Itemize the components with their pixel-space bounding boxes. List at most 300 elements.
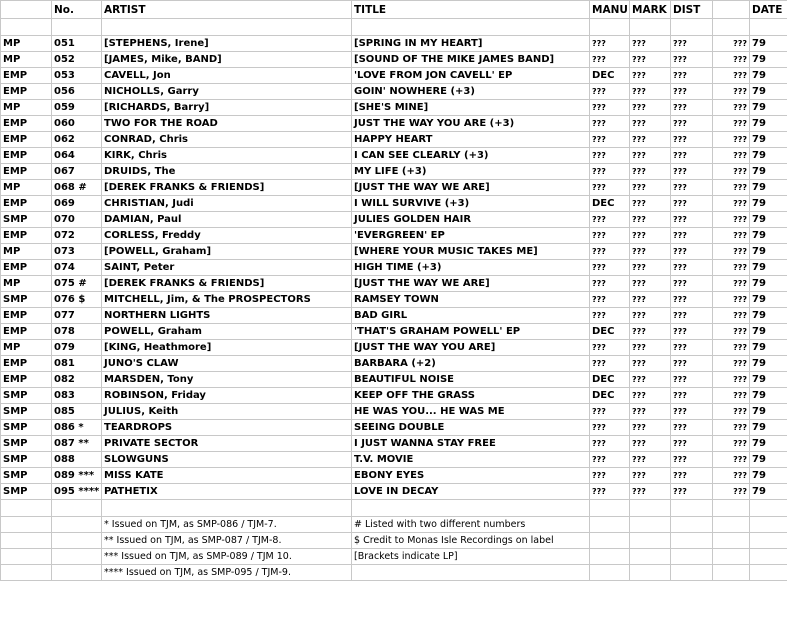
manu-cell[interactable]: ??? — [590, 276, 630, 292]
number-cell[interactable]: 051 — [52, 36, 102, 52]
date-cell[interactable]: 79 — [750, 340, 787, 356]
dist-cell[interactable]: ??? — [671, 324, 713, 340]
number-cell[interactable]: 088 — [52, 452, 102, 468]
title-cell[interactable]: [SPRING IN MY HEART] — [352, 36, 590, 52]
title-cell[interactable]: JULIES GOLDEN HAIR — [352, 212, 590, 228]
empty-cell[interactable] — [590, 549, 630, 565]
mark-cell[interactable]: ??? — [630, 356, 671, 372]
empty-cell[interactable] — [671, 517, 713, 533]
empty-cell[interactable] — [630, 517, 671, 533]
empty-cell[interactable] — [52, 565, 102, 581]
dist-cell[interactable]: ??? — [671, 276, 713, 292]
date-cell[interactable]: 79 — [750, 36, 787, 52]
date-cell[interactable]: 79 — [750, 452, 787, 468]
empty-cell[interactable] — [1, 533, 52, 549]
label-cell[interactable]: MP — [1, 100, 52, 116]
footnote-right[interactable]: $ Credit to Monas Isle Recordings on label — [352, 533, 590, 549]
manu-cell[interactable]: ??? — [590, 420, 630, 436]
empty-cell[interactable] — [590, 19, 630, 36]
title-cell[interactable]: RAMSEY TOWN — [352, 292, 590, 308]
number-cell[interactable]: 074 — [52, 260, 102, 276]
dist-extra-cell[interactable]: ??? — [713, 180, 750, 196]
dist-cell[interactable]: ??? — [671, 132, 713, 148]
artist-cell[interactable]: CHRISTIAN, Judi — [102, 196, 352, 212]
empty-cell[interactable] — [52, 517, 102, 533]
mark-cell[interactable]: ??? — [630, 452, 671, 468]
footnote-right[interactable]: [Brackets indicate LP] — [352, 549, 590, 565]
empty-cell[interactable] — [630, 549, 671, 565]
dist-extra-cell[interactable]: ??? — [713, 52, 750, 68]
number-cell[interactable]: 076 $ — [52, 292, 102, 308]
empty-cell[interactable] — [671, 549, 713, 565]
date-cell[interactable]: 79 — [750, 212, 787, 228]
dist-cell[interactable]: ??? — [671, 388, 713, 404]
dist-cell[interactable]: ??? — [671, 404, 713, 420]
artist-cell[interactable]: POWELL, Graham — [102, 324, 352, 340]
number-cell[interactable]: 067 — [52, 164, 102, 180]
title-cell[interactable]: [JUST THE WAY WE ARE] — [352, 180, 590, 196]
manu-cell[interactable]: ??? — [590, 452, 630, 468]
artist-cell[interactable]: ROBINSON, Friday — [102, 388, 352, 404]
number-cell[interactable]: 068 # — [52, 180, 102, 196]
mark-cell[interactable]: ??? — [630, 36, 671, 52]
artist-cell[interactable]: [POWELL, Graham] — [102, 244, 352, 260]
artist-cell[interactable]: DRUIDS, The — [102, 164, 352, 180]
mark-cell[interactable]: ??? — [630, 468, 671, 484]
empty-cell[interactable] — [52, 19, 102, 36]
dist-cell[interactable]: ??? — [671, 164, 713, 180]
dist-extra-cell[interactable]: ??? — [713, 276, 750, 292]
manu-cell[interactable]: ??? — [590, 436, 630, 452]
artist-cell[interactable]: TEARDROPS — [102, 420, 352, 436]
manu-cell[interactable]: ??? — [590, 132, 630, 148]
mark-cell[interactable]: ??? — [630, 388, 671, 404]
artist-cell[interactable]: PATHETIX — [102, 484, 352, 500]
dist-extra-cell[interactable]: ??? — [713, 148, 750, 164]
label-cell[interactable]: MP — [1, 180, 52, 196]
empty-cell[interactable] — [671, 533, 713, 549]
dist-extra-cell[interactable]: ??? — [713, 68, 750, 84]
label-cell[interactable]: MP — [1, 244, 52, 260]
title-cell[interactable]: SEEING DOUBLE — [352, 420, 590, 436]
mark-cell[interactable]: ??? — [630, 292, 671, 308]
empty-cell[interactable] — [750, 549, 787, 565]
label-cell[interactable]: EMP — [1, 228, 52, 244]
title-cell[interactable]: I JUST WANNA STAY FREE — [352, 436, 590, 452]
empty-cell[interactable] — [1, 549, 52, 565]
dist-extra-cell[interactable]: ??? — [713, 100, 750, 116]
number-cell[interactable]: 064 — [52, 148, 102, 164]
header-title[interactable]: TITLE — [352, 1, 590, 19]
footnote-left[interactable]: ** Issued on TJM, as SMP-087 / TJM-8. — [102, 533, 352, 549]
empty-cell[interactable] — [750, 500, 787, 517]
empty-cell[interactable] — [630, 19, 671, 36]
dist-cell[interactable]: ??? — [671, 436, 713, 452]
empty-cell[interactable] — [750, 565, 787, 581]
dist-cell[interactable]: ??? — [671, 420, 713, 436]
footnote-right[interactable] — [352, 565, 590, 581]
number-cell[interactable]: 073 — [52, 244, 102, 260]
dist-cell[interactable]: ??? — [671, 100, 713, 116]
date-cell[interactable]: 79 — [750, 84, 787, 100]
empty-cell[interactable] — [52, 549, 102, 565]
artist-cell[interactable]: PRIVATE SECTOR — [102, 436, 352, 452]
date-cell[interactable]: 79 — [750, 372, 787, 388]
number-cell[interactable]: 077 — [52, 308, 102, 324]
dist-cell[interactable]: ??? — [671, 468, 713, 484]
label-cell[interactable]: EMP — [1, 132, 52, 148]
number-cell[interactable]: 069 — [52, 196, 102, 212]
label-cell[interactable]: MP — [1, 36, 52, 52]
manu-cell[interactable]: ??? — [590, 180, 630, 196]
date-cell[interactable]: 79 — [750, 356, 787, 372]
dist-extra-cell[interactable]: ??? — [713, 84, 750, 100]
manu-cell[interactable]: ??? — [590, 36, 630, 52]
date-cell[interactable]: 79 — [750, 276, 787, 292]
label-cell[interactable]: SMP — [1, 452, 52, 468]
manu-cell[interactable]: DEC — [590, 372, 630, 388]
empty-cell[interactable] — [1, 517, 52, 533]
header-dist[interactable]: DIST — [671, 1, 713, 19]
empty-cell[interactable] — [590, 533, 630, 549]
title-cell[interactable]: EBONY EYES — [352, 468, 590, 484]
header-date[interactable]: DATE — [750, 1, 787, 19]
title-cell[interactable]: 'LOVE FROM JON CAVELL' EP — [352, 68, 590, 84]
title-cell[interactable]: 'THAT'S GRAHAM POWELL' EP — [352, 324, 590, 340]
mark-cell[interactable]: ??? — [630, 436, 671, 452]
dist-cell[interactable]: ??? — [671, 244, 713, 260]
number-cell[interactable]: 078 — [52, 324, 102, 340]
dist-extra-cell[interactable]: ??? — [713, 308, 750, 324]
dist-extra-cell[interactable]: ??? — [713, 196, 750, 212]
artist-cell[interactable]: CONRAD, Chris — [102, 132, 352, 148]
label-cell[interactable]: EMP — [1, 308, 52, 324]
artist-cell[interactable]: [JAMES, Mike, BAND] — [102, 52, 352, 68]
dist-cell[interactable]: ??? — [671, 340, 713, 356]
empty-cell[interactable] — [102, 19, 352, 36]
date-cell[interactable]: 79 — [750, 148, 787, 164]
label-cell[interactable]: EMP — [1, 116, 52, 132]
manu-cell[interactable]: DEC — [590, 68, 630, 84]
artist-cell[interactable]: KIRK, Chris — [102, 148, 352, 164]
date-cell[interactable]: 79 — [750, 324, 787, 340]
label-cell[interactable]: SMP — [1, 388, 52, 404]
artist-cell[interactable]: [DEREK FRANKS & FRIENDS] — [102, 180, 352, 196]
label-cell[interactable]: MP — [1, 340, 52, 356]
label-cell[interactable]: SMP — [1, 420, 52, 436]
empty-cell[interactable] — [1, 19, 52, 36]
empty-cell[interactable] — [671, 500, 713, 517]
manu-cell[interactable]: ??? — [590, 340, 630, 356]
mark-cell[interactable]: ??? — [630, 148, 671, 164]
date-cell[interactable]: 79 — [750, 244, 787, 260]
number-cell[interactable]: 059 — [52, 100, 102, 116]
manu-cell[interactable]: ??? — [590, 292, 630, 308]
empty-cell[interactable] — [352, 500, 590, 517]
manu-cell[interactable]: ??? — [590, 100, 630, 116]
dist-cell[interactable]: ??? — [671, 212, 713, 228]
date-cell[interactable]: 79 — [750, 180, 787, 196]
label-cell[interactable]: EMP — [1, 260, 52, 276]
empty-cell[interactable] — [1, 500, 52, 517]
dist-cell[interactable]: ??? — [671, 84, 713, 100]
label-cell[interactable]: EMP — [1, 164, 52, 180]
artist-cell[interactable]: CORLESS, Freddy — [102, 228, 352, 244]
mark-cell[interactable]: ??? — [630, 244, 671, 260]
mark-cell[interactable]: ??? — [630, 212, 671, 228]
empty-cell[interactable] — [713, 517, 750, 533]
mark-cell[interactable]: ??? — [630, 84, 671, 100]
dist-extra-cell[interactable]: ??? — [713, 324, 750, 340]
title-cell[interactable]: [SHE'S MINE] — [352, 100, 590, 116]
dist-cell[interactable]: ??? — [671, 292, 713, 308]
number-cell[interactable]: 081 — [52, 356, 102, 372]
mark-cell[interactable]: ??? — [630, 68, 671, 84]
mark-cell[interactable]: ??? — [630, 196, 671, 212]
title-cell[interactable]: LOVE IN DECAY — [352, 484, 590, 500]
manu-cell[interactable]: ??? — [590, 404, 630, 420]
date-cell[interactable]: 79 — [750, 52, 787, 68]
number-cell[interactable]: 086 * — [52, 420, 102, 436]
date-cell[interactable]: 79 — [750, 484, 787, 500]
title-cell[interactable]: [JUST THE WAY YOU ARE] — [352, 340, 590, 356]
header-manu[interactable]: MANU — [590, 1, 630, 19]
empty-cell[interactable] — [590, 500, 630, 517]
empty-cell[interactable] — [713, 19, 750, 36]
manu-cell[interactable]: ??? — [590, 84, 630, 100]
dist-extra-cell[interactable]: ??? — [713, 388, 750, 404]
title-cell[interactable]: MY LIFE (+3) — [352, 164, 590, 180]
label-cell[interactable]: EMP — [1, 324, 52, 340]
dist-extra-cell[interactable]: ??? — [713, 260, 750, 276]
artist-cell[interactable]: [KING, Heathmore] — [102, 340, 352, 356]
dist-extra-cell[interactable]: ??? — [713, 212, 750, 228]
artist-cell[interactable]: [STEPHENS, Irene] — [102, 36, 352, 52]
mark-cell[interactable]: ??? — [630, 116, 671, 132]
title-cell[interactable]: HAPPY HEART — [352, 132, 590, 148]
empty-cell[interactable] — [750, 533, 787, 549]
title-cell[interactable]: HE WAS YOU... HE WAS ME — [352, 404, 590, 420]
manu-cell[interactable]: DEC — [590, 324, 630, 340]
artist-cell[interactable]: NICHOLLS, Garry — [102, 84, 352, 100]
title-cell[interactable]: 'EVERGREEN' EP — [352, 228, 590, 244]
title-cell[interactable]: BAD GIRL — [352, 308, 590, 324]
manu-cell[interactable]: ??? — [590, 148, 630, 164]
header-label[interactable] — [1, 1, 52, 19]
dist-extra-cell[interactable]: ??? — [713, 228, 750, 244]
number-cell[interactable]: 072 — [52, 228, 102, 244]
manu-cell[interactable]: ??? — [590, 244, 630, 260]
date-cell[interactable]: 79 — [750, 228, 787, 244]
label-cell[interactable]: SMP — [1, 468, 52, 484]
title-cell[interactable]: I CAN SEE CLEARLY (+3) — [352, 148, 590, 164]
date-cell[interactable]: 79 — [750, 308, 787, 324]
header-number[interactable]: No. — [52, 1, 102, 19]
date-cell[interactable]: 79 — [750, 260, 787, 276]
number-cell[interactable]: 089 *** — [52, 468, 102, 484]
mark-cell[interactable]: ??? — [630, 420, 671, 436]
mark-cell[interactable]: ??? — [630, 276, 671, 292]
manu-cell[interactable]: ??? — [590, 164, 630, 180]
dist-cell[interactable]: ??? — [671, 116, 713, 132]
mark-cell[interactable]: ??? — [630, 100, 671, 116]
dist-extra-cell[interactable]: ??? — [713, 372, 750, 388]
title-cell[interactable]: HIGH TIME (+3) — [352, 260, 590, 276]
label-cell[interactable]: EMP — [1, 68, 52, 84]
number-cell[interactable]: 087 ** — [52, 436, 102, 452]
empty-cell[interactable] — [630, 500, 671, 517]
mark-cell[interactable]: ??? — [630, 340, 671, 356]
dist-extra-cell[interactable]: ??? — [713, 356, 750, 372]
date-cell[interactable]: 79 — [750, 132, 787, 148]
label-cell[interactable]: SMP — [1, 436, 52, 452]
number-cell[interactable]: 075 # — [52, 276, 102, 292]
dist-cell[interactable]: ??? — [671, 196, 713, 212]
empty-cell[interactable] — [713, 565, 750, 581]
empty-cell[interactable] — [713, 549, 750, 565]
artist-cell[interactable]: SLOWGUNS — [102, 452, 352, 468]
manu-cell[interactable]: ??? — [590, 228, 630, 244]
empty-cell[interactable] — [750, 19, 787, 36]
dist-extra-cell[interactable]: ??? — [713, 484, 750, 500]
empty-cell[interactable] — [352, 19, 590, 36]
header-blank[interactable] — [713, 1, 750, 19]
artist-cell[interactable]: [DEREK FRANKS & FRIENDS] — [102, 276, 352, 292]
title-cell[interactable]: [JUST THE WAY WE ARE] — [352, 276, 590, 292]
artist-cell[interactable]: JULIUS, Keith — [102, 404, 352, 420]
title-cell[interactable]: BEAUTIFUL NOISE — [352, 372, 590, 388]
dist-extra-cell[interactable]: ??? — [713, 436, 750, 452]
artist-cell[interactable]: CAVELL, Jon — [102, 68, 352, 84]
title-cell[interactable]: JUST THE WAY YOU ARE (+3) — [352, 116, 590, 132]
number-cell[interactable]: 062 — [52, 132, 102, 148]
dist-extra-cell[interactable]: ??? — [713, 116, 750, 132]
dist-extra-cell[interactable]: ??? — [713, 468, 750, 484]
dist-extra-cell[interactable]: ??? — [713, 340, 750, 356]
manu-cell[interactable]: ??? — [590, 308, 630, 324]
number-cell[interactable]: 056 — [52, 84, 102, 100]
dist-cell[interactable]: ??? — [671, 260, 713, 276]
dist-extra-cell[interactable]: ??? — [713, 36, 750, 52]
dist-cell[interactable]: ??? — [671, 180, 713, 196]
date-cell[interactable]: 79 — [750, 436, 787, 452]
title-cell[interactable]: T.V. MOVIE — [352, 452, 590, 468]
number-cell[interactable]: 082 — [52, 372, 102, 388]
header-artist[interactable]: ARTIST — [102, 1, 352, 19]
date-cell[interactable]: 79 — [750, 468, 787, 484]
manu-cell[interactable]: ??? — [590, 356, 630, 372]
dist-extra-cell[interactable]: ??? — [713, 164, 750, 180]
dist-extra-cell[interactable]: ??? — [713, 452, 750, 468]
dist-cell[interactable]: ??? — [671, 308, 713, 324]
empty-cell[interactable] — [630, 533, 671, 549]
dist-cell[interactable]: ??? — [671, 68, 713, 84]
date-cell[interactable]: 79 — [750, 196, 787, 212]
footnote-right[interactable]: # Listed with two different numbers — [352, 517, 590, 533]
mark-cell[interactable]: ??? — [630, 484, 671, 500]
label-cell[interactable]: SMP — [1, 292, 52, 308]
label-cell[interactable]: EMP — [1, 196, 52, 212]
artist-cell[interactable]: NORTHERN LIGHTS — [102, 308, 352, 324]
dist-extra-cell[interactable]: ??? — [713, 420, 750, 436]
dist-cell[interactable]: ??? — [671, 372, 713, 388]
title-cell[interactable]: I WILL SURVIVE (+3) — [352, 196, 590, 212]
dist-cell[interactable]: ??? — [671, 36, 713, 52]
artist-cell[interactable]: SAINT, Peter — [102, 260, 352, 276]
number-cell[interactable]: 070 — [52, 212, 102, 228]
manu-cell[interactable]: ??? — [590, 116, 630, 132]
mark-cell[interactable]: ??? — [630, 164, 671, 180]
manu-cell[interactable]: ??? — [590, 484, 630, 500]
mark-cell[interactable]: ??? — [630, 324, 671, 340]
label-cell[interactable]: SMP — [1, 212, 52, 228]
empty-cell[interactable] — [713, 500, 750, 517]
empty-cell[interactable] — [630, 565, 671, 581]
footnote-left[interactable]: *** Issued on TJM, as SMP-089 / TJM 10. — [102, 549, 352, 565]
manu-cell[interactable]: DEC — [590, 388, 630, 404]
artist-cell[interactable]: MARSDEN, Tony — [102, 372, 352, 388]
header-mark[interactable]: MARK — [630, 1, 671, 19]
dist-extra-cell[interactable]: ??? — [713, 132, 750, 148]
empty-cell[interactable] — [590, 517, 630, 533]
artist-cell[interactable]: TWO FOR THE ROAD — [102, 116, 352, 132]
empty-cell[interactable] — [713, 533, 750, 549]
label-cell[interactable]: EMP — [1, 84, 52, 100]
manu-cell[interactable]: DEC — [590, 196, 630, 212]
date-cell[interactable]: 79 — [750, 68, 787, 84]
mark-cell[interactable]: ??? — [630, 180, 671, 196]
artist-cell[interactable]: DAMIAN, Paul — [102, 212, 352, 228]
date-cell[interactable]: 79 — [750, 388, 787, 404]
empty-cell[interactable] — [671, 19, 713, 36]
empty-cell[interactable] — [671, 565, 713, 581]
dist-extra-cell[interactable]: ??? — [713, 244, 750, 260]
empty-cell[interactable] — [52, 533, 102, 549]
mark-cell[interactable]: ??? — [630, 52, 671, 68]
dist-cell[interactable]: ??? — [671, 228, 713, 244]
footnote-left[interactable]: * Issued on TJM, as SMP-086 / TJM-7. — [102, 517, 352, 533]
label-cell[interactable]: SMP — [1, 484, 52, 500]
date-cell[interactable]: 79 — [750, 420, 787, 436]
number-cell[interactable]: 085 — [52, 404, 102, 420]
mark-cell[interactable]: ??? — [630, 404, 671, 420]
mark-cell[interactable]: ??? — [630, 372, 671, 388]
mark-cell[interactable]: ??? — [630, 260, 671, 276]
dist-cell[interactable]: ??? — [671, 452, 713, 468]
mark-cell[interactable]: ??? — [630, 228, 671, 244]
title-cell[interactable]: GOIN' NOWHERE (+3) — [352, 84, 590, 100]
title-cell[interactable]: [WHERE YOUR MUSIC TAKES ME] — [352, 244, 590, 260]
empty-cell[interactable] — [52, 500, 102, 517]
date-cell[interactable]: 79 — [750, 100, 787, 116]
artist-cell[interactable]: JUNO'S CLAW — [102, 356, 352, 372]
manu-cell[interactable]: ??? — [590, 468, 630, 484]
dist-cell[interactable]: ??? — [671, 356, 713, 372]
dist-cell[interactable]: ??? — [671, 484, 713, 500]
title-cell[interactable]: KEEP OFF THE GRASS — [352, 388, 590, 404]
artist-cell[interactable]: MISS KATE — [102, 468, 352, 484]
manu-cell[interactable]: ??? — [590, 52, 630, 68]
artist-cell[interactable]: [RICHARDS, Barry] — [102, 100, 352, 116]
dist-extra-cell[interactable]: ??? — [713, 404, 750, 420]
number-cell[interactable]: 083 — [52, 388, 102, 404]
number-cell[interactable]: 053 — [52, 68, 102, 84]
artist-cell[interactable]: MITCHELL, Jim, & The PROSPECTORS — [102, 292, 352, 308]
empty-cell[interactable] — [590, 565, 630, 581]
date-cell[interactable]: 79 — [750, 116, 787, 132]
title-cell[interactable]: BARBARA (+2) — [352, 356, 590, 372]
mark-cell[interactable]: ??? — [630, 132, 671, 148]
